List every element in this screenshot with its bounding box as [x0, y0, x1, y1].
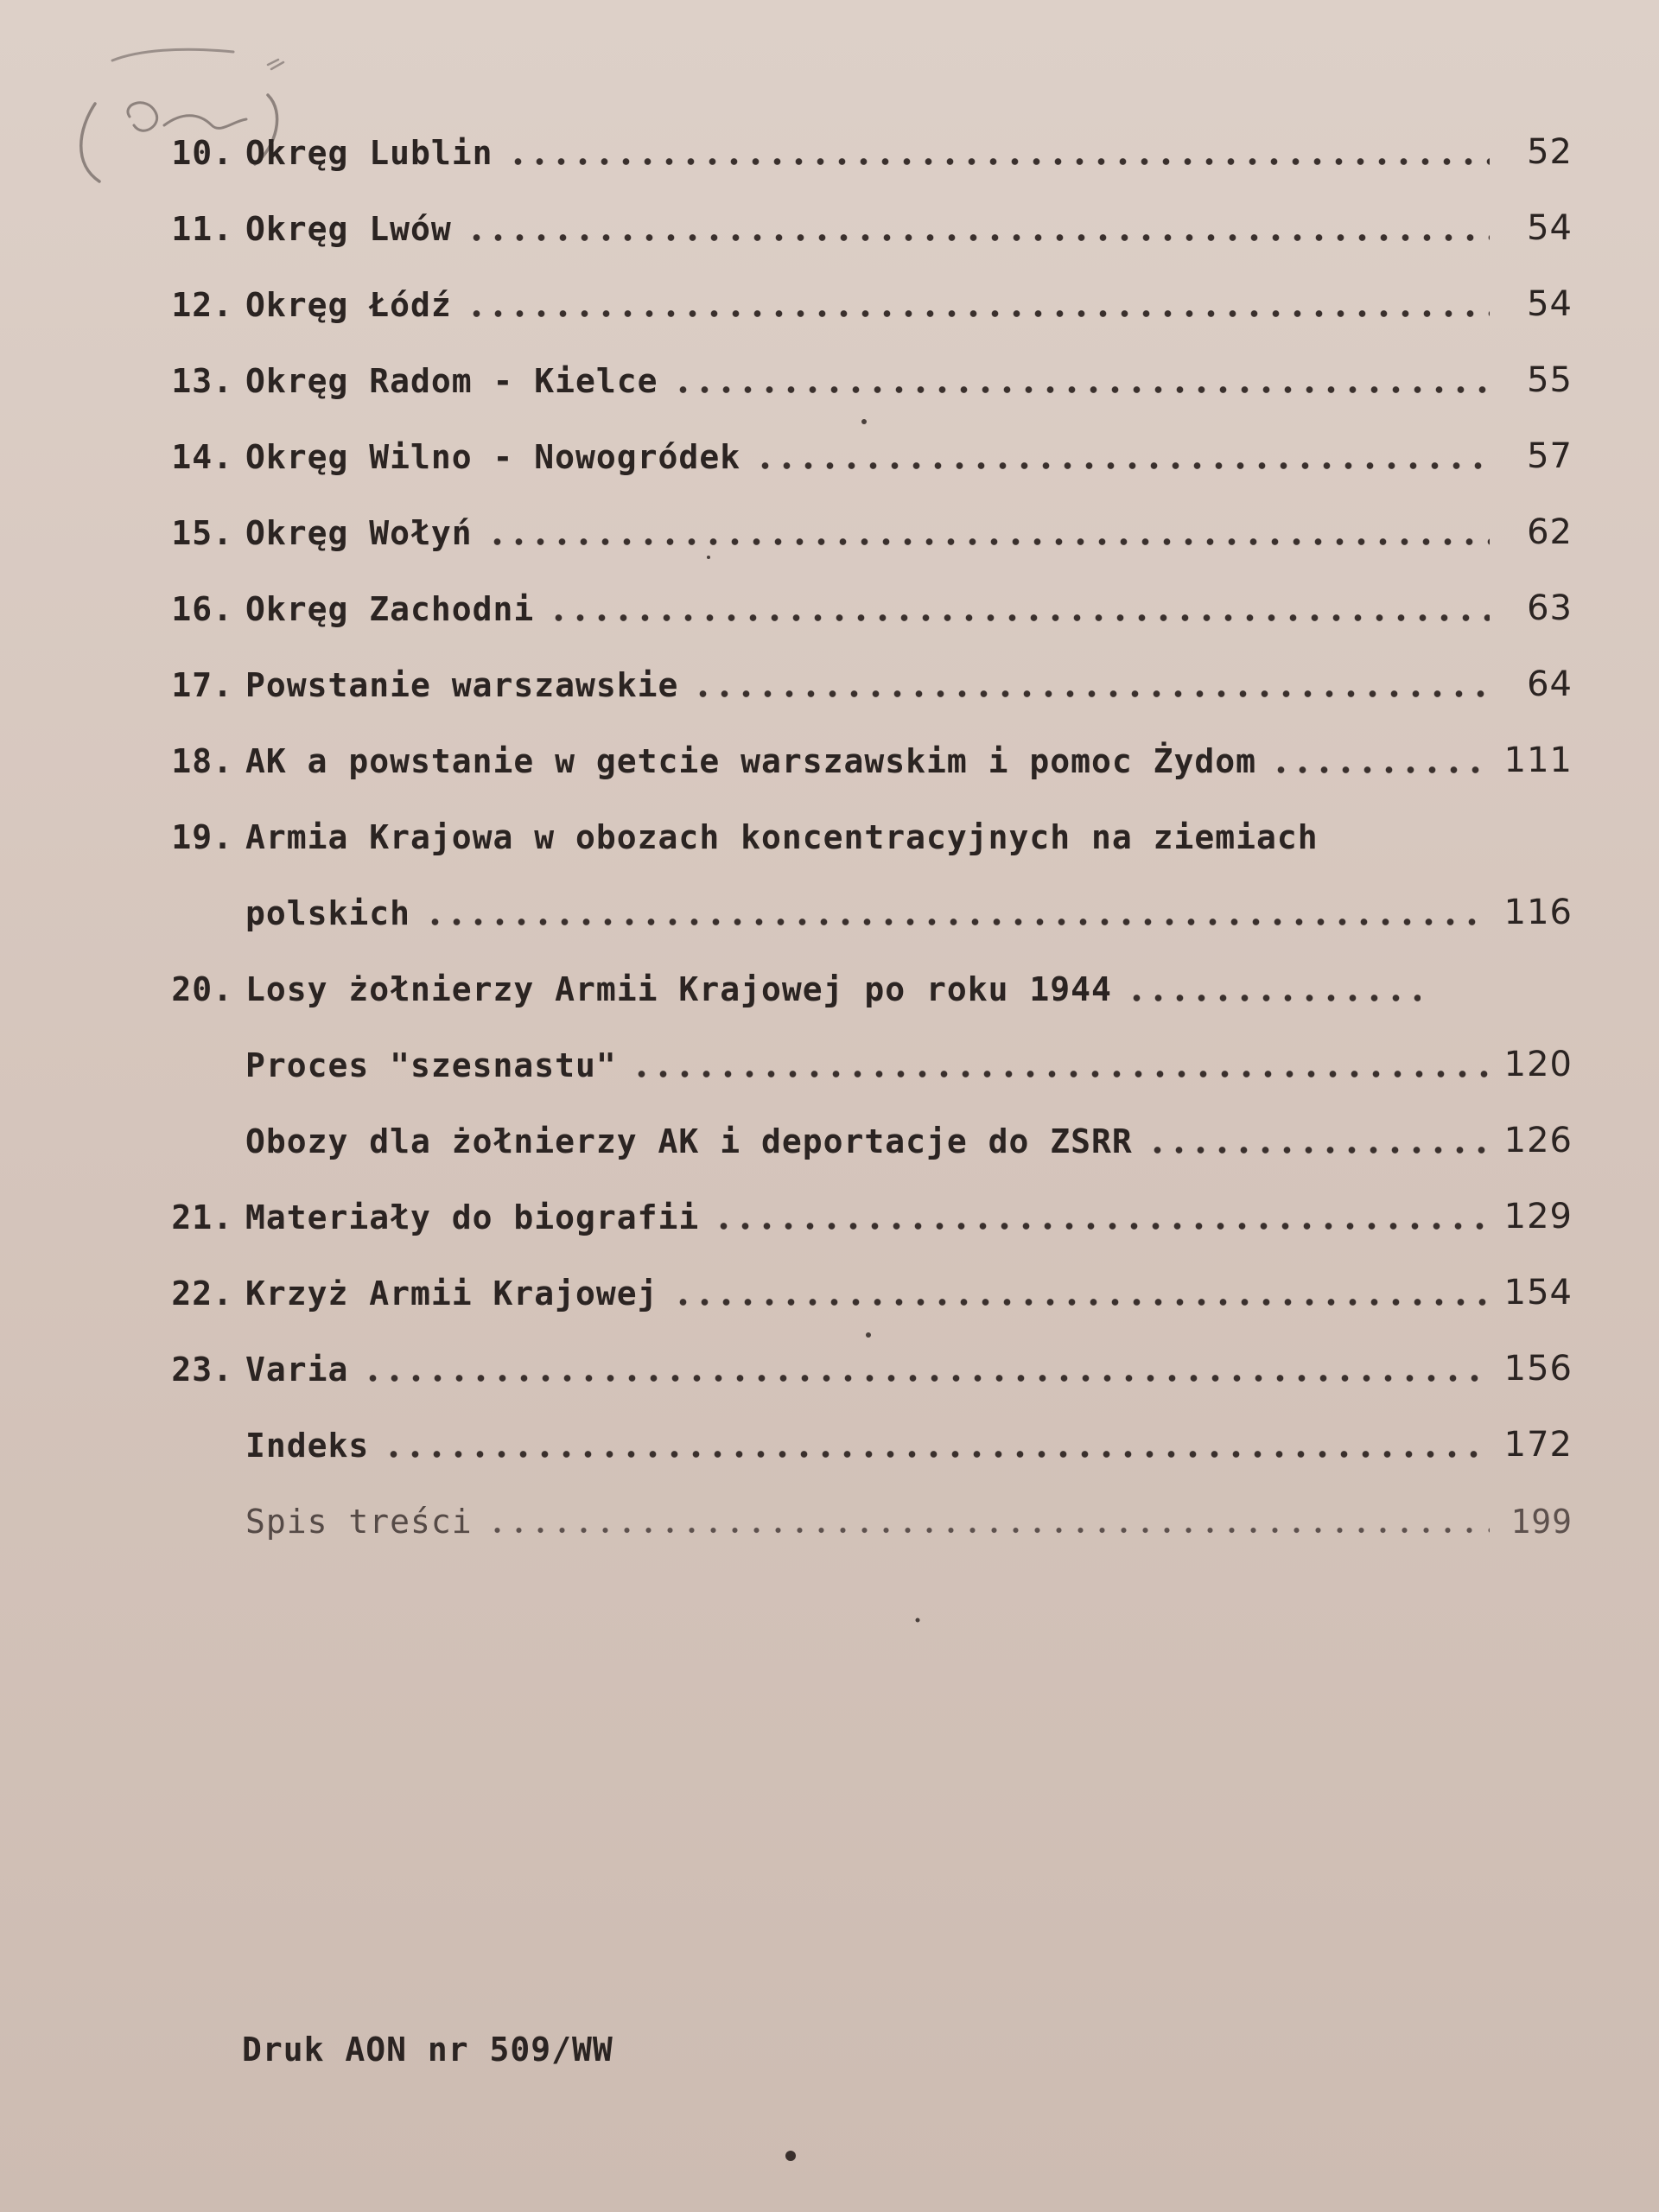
toc-entry-title: Okręg Zachodni — [245, 590, 535, 628]
dot-leader — [466, 233, 1490, 242]
toc-entry-number: 18. — [171, 742, 233, 780]
toc-entry — [138, 178, 1573, 254]
toc-entry — [138, 634, 1573, 710]
toc-entry-page: 199 — [1510, 1503, 1573, 1541]
toc-entry-page: 126 — [1503, 1121, 1573, 1160]
dot-leader — [672, 1298, 1490, 1306]
toc-entry — [138, 102, 1573, 178]
print-note: Druk AON nr 509/WW — [242, 2031, 613, 2069]
dot-leader — [507, 157, 1490, 166]
toc-entry-number: 16. — [171, 590, 233, 628]
toc-entry-number: 21. — [171, 1198, 233, 1236]
toc-entry — [138, 862, 1573, 938]
dot-leader — [692, 690, 1490, 698]
toc-entry-page: 62 — [1527, 512, 1573, 552]
toc-entry-number: 13. — [171, 362, 233, 400]
toc-entry — [138, 710, 1573, 786]
toc-entry-title: Indeks — [245, 1427, 370, 1465]
toc-entry — [138, 1090, 1573, 1166]
toc-entry-page: 111 — [1503, 741, 1573, 780]
toc-entry-title: Armia Krajowa w obozach koncentracyjnych na ziemiach — [245, 818, 1319, 856]
dot-leader — [362, 1374, 1490, 1382]
toc-entry-number: 17. — [171, 666, 233, 704]
dot-leader — [713, 1222, 1490, 1230]
toc-entry-page: 154 — [1503, 1273, 1573, 1313]
toc-entry-page: 116 — [1503, 893, 1573, 932]
dot-leader — [466, 309, 1490, 318]
toc-entry-title: Okręg Radom - Kielce — [245, 362, 658, 400]
toc-entry-title: polskich — [245, 894, 411, 932]
dot-leader — [631, 1070, 1490, 1078]
dot-leader — [548, 613, 1490, 622]
toc-entry-page: 64 — [1527, 664, 1573, 704]
toc-entry-number: 19. — [171, 818, 233, 856]
dot-leader — [672, 385, 1490, 394]
toc-entry-page: 57 — [1527, 436, 1573, 476]
toc-entry-title: Losy żołnierzy Armii Krajowej po roku 1944 — [245, 970, 1112, 1008]
toc-entry-number: 23. — [171, 1351, 233, 1389]
toc-entry-title: Spis treści — [245, 1503, 473, 1541]
dot-leader — [424, 918, 1490, 926]
toc-entry-title: Obozy dla żołnierzy AK i deportacje do ZSRR — [245, 1122, 1133, 1160]
dot-leader — [486, 537, 1490, 546]
toc-entry-number: 10. — [171, 134, 233, 172]
table-of-contents — [138, 102, 1573, 1547]
toc-entry-title: Okręg Wołyń — [245, 514, 473, 552]
toc-entry-page: 129 — [1503, 1197, 1573, 1236]
toc-entry-page: 52 — [1527, 132, 1573, 172]
dot-leader — [383, 1450, 1490, 1459]
dot-leader — [1147, 1146, 1490, 1154]
dot-leader — [1332, 842, 1490, 850]
toc-entry — [138, 1319, 1573, 1395]
toc-entry-title: Okręg Wilno - Nowogródek — [245, 438, 741, 476]
toc-entry — [138, 1014, 1573, 1090]
toc-entry-title: Okręg Łódź — [245, 286, 452, 324]
toc-entry — [138, 786, 1573, 862]
toc-entry-number: 22. — [171, 1274, 233, 1313]
toc-entry-page: 63 — [1527, 588, 1573, 628]
toc-entry-page: 156 — [1503, 1349, 1573, 1389]
toc-entry — [138, 558, 1573, 634]
toc-entry-title: Krzyż Armii Krajowej — [245, 1274, 658, 1313]
toc-entry-page: 120 — [1503, 1045, 1573, 1084]
toc-entry-title: Varia — [245, 1351, 349, 1389]
toc-entry-number: 12. — [171, 286, 233, 324]
toc-entry-page: 54 — [1527, 284, 1573, 324]
toc-entry — [138, 330, 1573, 406]
toc-entry-number: 15. — [171, 514, 233, 552]
toc-entry-page: 172 — [1503, 1425, 1573, 1465]
toc-entry-title: Proces "szesnastu" — [245, 1046, 617, 1084]
dot-leader — [754, 461, 1490, 470]
toc-entry — [138, 254, 1573, 330]
toc-entry-page: 55 — [1527, 360, 1573, 400]
toc-entry-title: Okręg Lwów — [245, 210, 452, 248]
toc-entry-number: 20. — [171, 970, 233, 1008]
toc-entry — [138, 482, 1573, 558]
toc-entry-title: Materiały do biografii — [245, 1198, 700, 1236]
toc-entry — [138, 1166, 1573, 1243]
toc-entry-title: AK a powstanie w getcie warszawskim i pomoc Żydom — [245, 742, 1257, 780]
toc-entry-number: 11. — [171, 210, 233, 248]
dot-leader — [1126, 994, 1421, 1002]
toc-entry-title: Okręg Lublin — [245, 134, 493, 172]
toc-entry-title: Powstanie warszawskie — [245, 666, 679, 704]
toc-entry — [138, 406, 1573, 482]
dot-leader — [486, 1526, 1490, 1535]
toc-entry — [138, 1243, 1573, 1319]
toc-entry-page: 54 — [1527, 208, 1573, 248]
toc-entry — [138, 1395, 1573, 1471]
toc-entry — [138, 1471, 1573, 1547]
dot-leader — [1270, 766, 1490, 774]
toc-entry-number: 14. — [171, 438, 233, 476]
toc-entry — [138, 938, 1573, 1014]
